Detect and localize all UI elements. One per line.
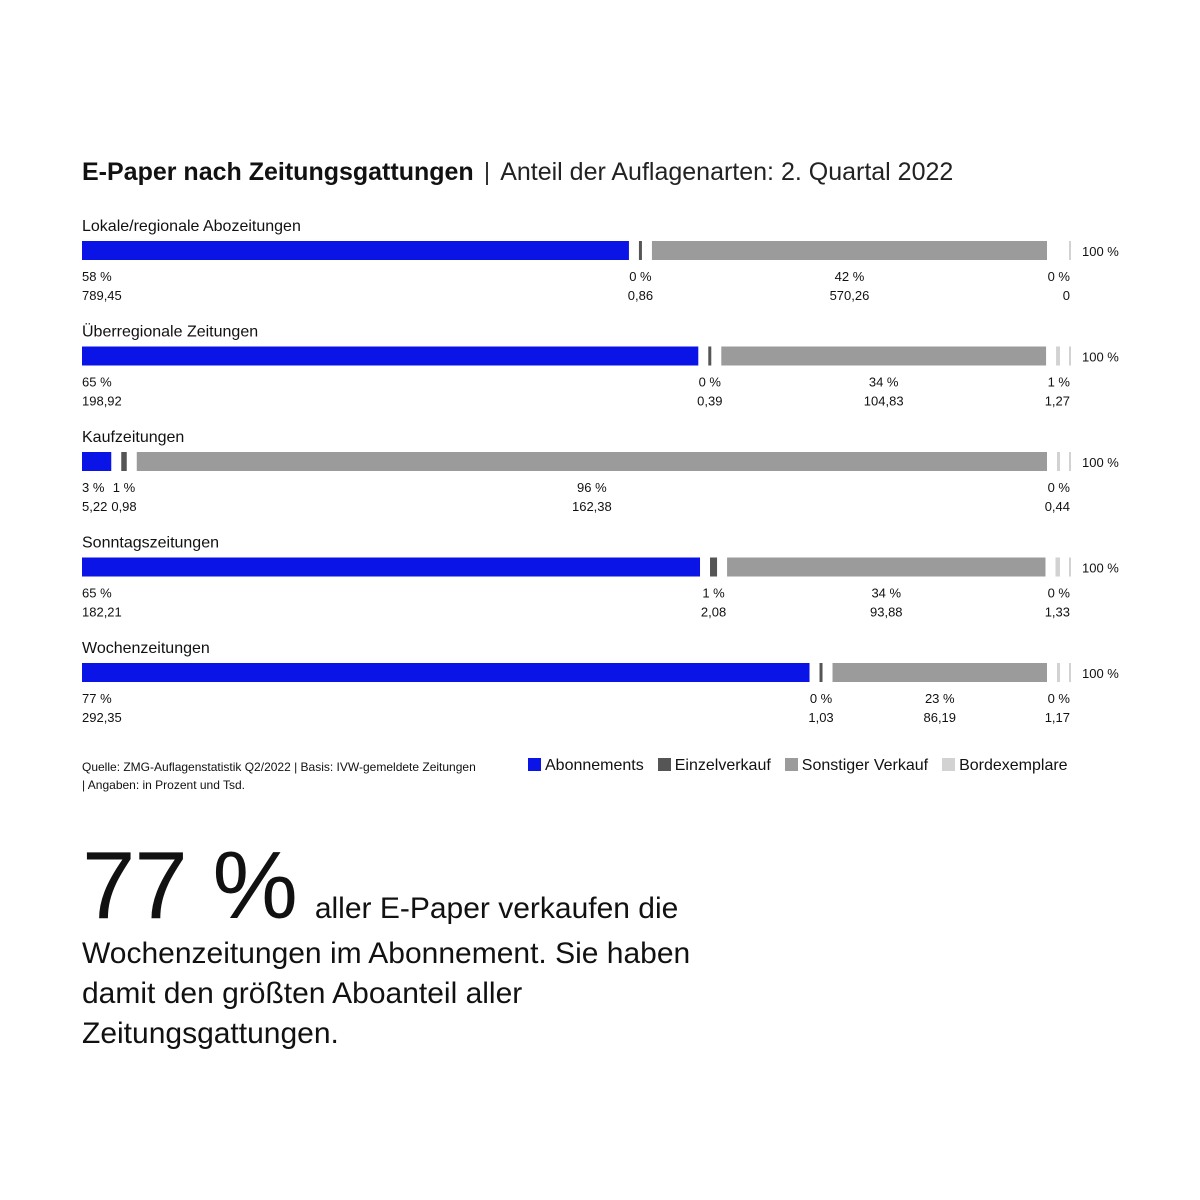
legend-swatch [528,758,541,771]
value-label: 789,45 [82,288,122,303]
bar-segment-sonstiger-verkauf [721,347,1046,366]
percent-label: 23 % [924,691,955,706]
legend-swatch [785,758,798,771]
bar-segment-abonnements [82,663,810,682]
value-label: 1,03 [808,710,834,725]
category-label: Sonntagszeitungen [82,534,219,552]
value-label: 162,38 [571,499,612,514]
total-marker [1069,452,1071,471]
legend-label: Abonnements [545,757,644,774]
value-label: 0 [1062,288,1070,303]
legend-item [942,756,1068,776]
percent-label: 0 % [1047,269,1070,284]
percent-label: 34 % [871,585,902,601]
percent-label: 96 % [577,480,607,495]
bar-segment-abonnements [82,347,698,366]
value-label: 0,98 [111,499,137,514]
total-label: 100 % [1082,244,1119,259]
category-label: Wochenzeitungen [82,640,210,657]
takeaway-big-number: 77 % [82,832,297,939]
bar-segment-sonstiger-verkauf [652,241,1047,260]
percent-label: 0 % [1047,691,1070,706]
bar-segment-einzelverkauf [710,558,717,577]
bar-segment-einzelverkauf [708,347,711,366]
percent-label: 3 % [82,480,105,495]
takeaway-text: aller E-Paper verkaufen die Wochenzeitungen im Abonnement. Sie haben damit den größten Aboanteil aller Zeitungsgattungen. [82,892,691,1050]
value-label: 0,44 [1044,499,1070,514]
category-label: Kaufzeitungen [82,429,185,446]
value-label: 1,27 [1044,393,1070,409]
total-label: 100 % [1082,349,1119,365]
value-label: 1,33 [1044,604,1070,620]
legend-label: Bordexemplare [959,757,1068,774]
takeaway-block [82,832,722,1054]
legend-item [658,756,771,776]
category-label: Überregionale Zeitungen [82,323,259,341]
bar-segment-sonstiger-verkauf [137,452,1047,471]
value-label: 0,39 [697,393,723,409]
legend-item [785,756,928,776]
total-label: 100 % [1082,455,1119,470]
bar-segment-einzelverkauf [639,241,642,260]
percent-label: 0 % [1047,585,1070,601]
percent-label: 0 % [809,691,833,706]
value-label: 292,35 [82,710,122,725]
value-label: 5,22 [82,499,108,514]
percent-label: 65 % [82,374,112,390]
percent-label: 0 % [698,374,721,390]
total-marker [1069,347,1071,366]
bar-segment-bordexemplare [1057,663,1060,682]
percent-label: 42 % [834,269,865,284]
bar-segment-abonnements [82,558,700,577]
value-label: 1,17 [1044,710,1070,725]
percent-label: 1 % [1047,374,1070,390]
value-label: 86,19 [923,710,957,725]
chart-title: E-Paper nach Zeitungsgattungen [82,158,474,186]
value-label: 0,86 [627,288,654,303]
percent-label: 0 % [1047,480,1070,495]
legend-label: Einzelverkauf [674,757,771,774]
total-label: 100 % [1082,666,1119,681]
bar-segment-sonstiger-verkauf [833,663,1047,682]
bar-segment-abonnements [82,241,629,260]
percent-label: 65 % [82,585,112,601]
percent-label: 1 % [112,480,136,495]
title-separator: | [483,158,491,186]
category-label: Lokale/regionale Abozeitungen [82,218,301,235]
bar-segment-sonstiger-verkauf [727,558,1045,577]
percent-label: 1 % [702,585,725,601]
chart-subtitle: Anteil der Auflagenarten: 2. Quartal 2022 [500,158,954,186]
value-label: 182,21 [82,604,122,620]
source-note: Quelle: ZMG-Auflagenstatistik Q2/2022 | Basis: IVW-gemeldete Zeitungen | Angaben: in Prozent und Tsd. [82,760,476,792]
chart-legend [528,756,1128,778]
value-label: 93,88 [870,604,903,620]
total-label: 100 % [1082,560,1119,576]
value-label: 570,26 [829,288,870,303]
bar-segment-bordexemplare [1057,452,1060,471]
bar-segment-bordexemplare [1056,347,1060,366]
legend-swatch [942,758,955,771]
legend-item [528,756,644,776]
bar-segment-einzelverkauf [820,663,823,682]
bar-segment-einzelverkauf [121,452,126,471]
legend-label: Sonstiger Verkauf [801,757,929,774]
value-label: 198,92 [82,393,122,409]
percent-label: 0 % [629,269,652,284]
total-marker [1069,558,1071,577]
percent-label: 58 % [82,269,112,284]
value-label: 2,08 [700,604,727,620]
percent-label: 34 % [868,374,899,390]
total-marker [1069,241,1071,260]
percent-label: 77 % [82,691,112,706]
bar-segment-bordexemplare [1055,558,1060,577]
value-label: 104,83 [863,393,904,409]
legend-swatch [658,758,671,771]
bar-segment-abonnements [82,452,111,471]
total-marker [1069,663,1071,682]
